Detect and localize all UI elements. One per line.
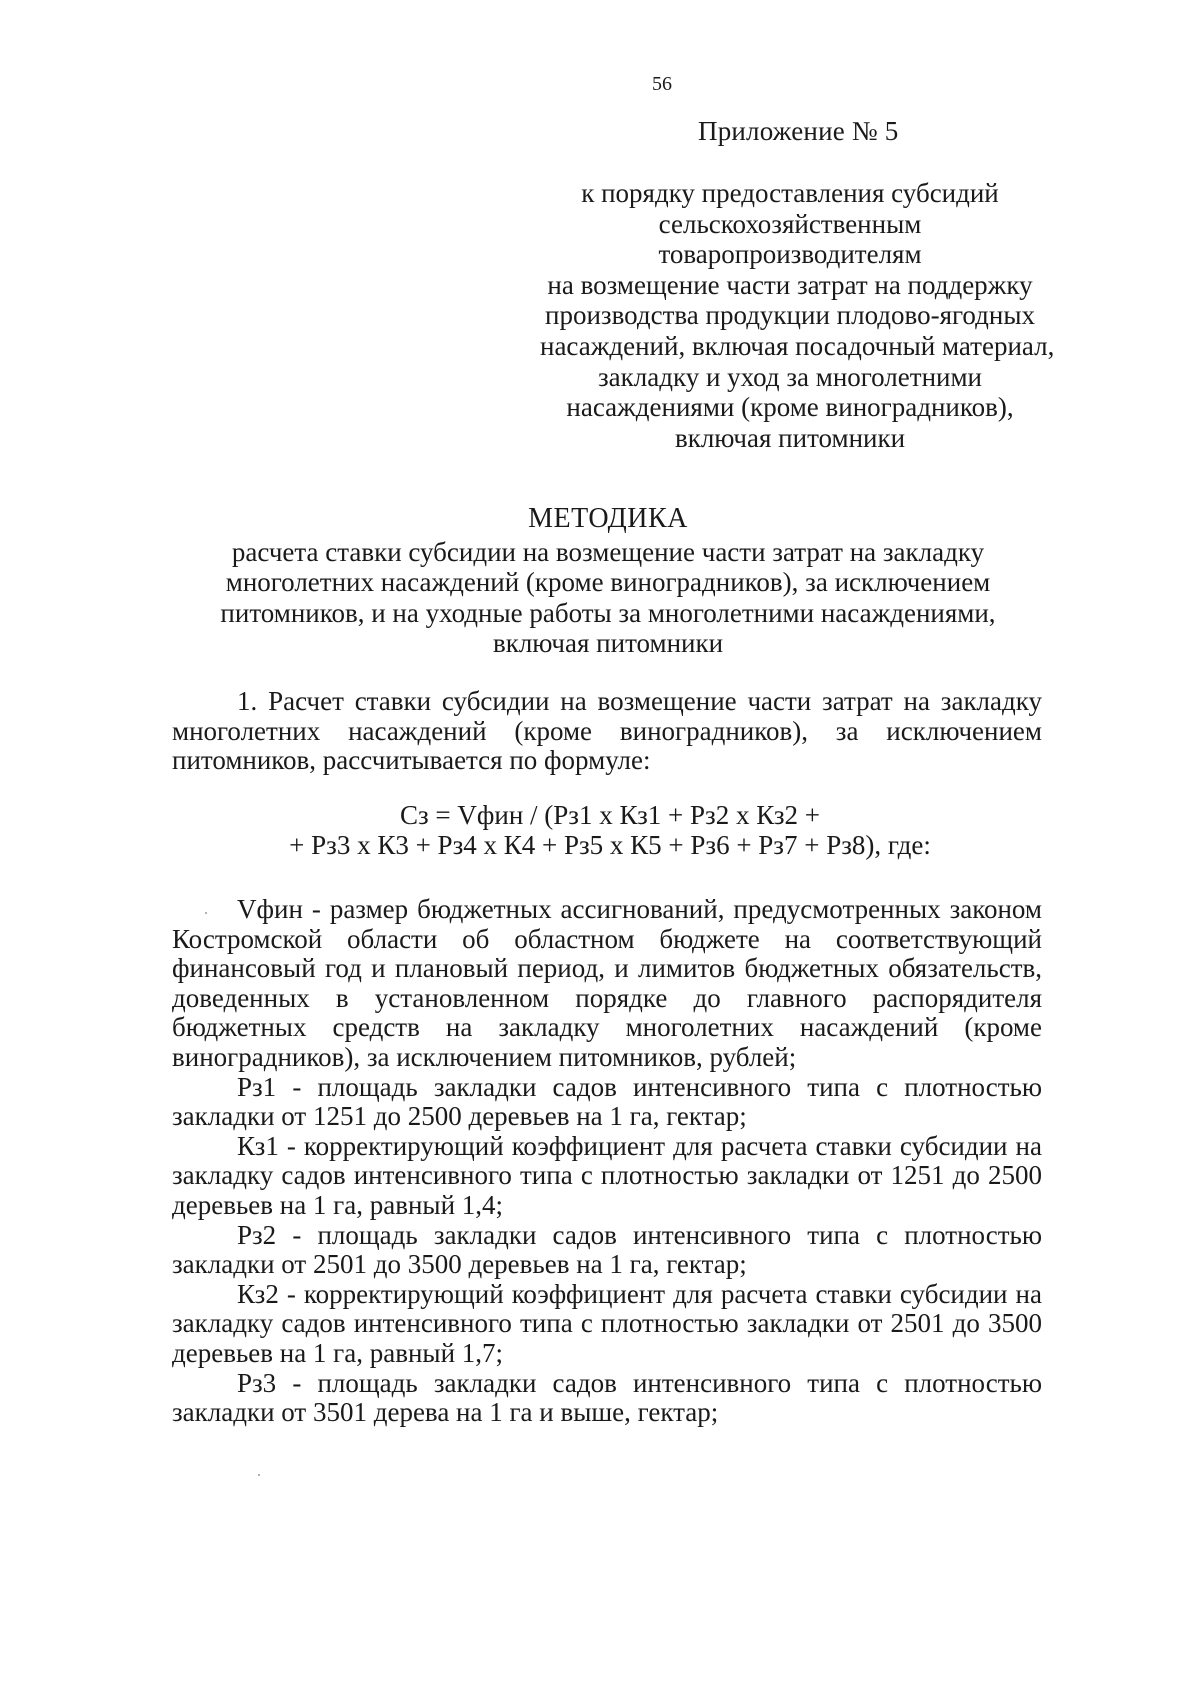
definition-vfin: Vфин - размер бюджетных ассигнований, предусмотренных законом Костромской области об областном бюджете на соответствующий финансовый год и плановый период, и лимитов бюджетных обязательств, доведенных в установленном порядке до главного распорядителя бюджетных средств на закладку многолетних насаждений (кроме виноградников), за исключением питомников, рублей; [172, 894, 1042, 1072]
formula [172, 800, 1048, 860]
definition-rz2: Рз2 - площадь закладки садов интенсивного типа с плотностью закладки от 2501 до 3500 деревьев на 1 га, гектар; [172, 1219, 1042, 1280]
scan-artifact [258, 1474, 260, 1476]
appendix-line: насаждениями (кроме виноградников), [566, 392, 1014, 423]
appendix-line: на возмещение части затрат на поддержку [547, 269, 1033, 300]
definition-rz3: Рз3 - площадь закладки садов интенсивного типа с плотностью закладки от 3501 дерева на 1 га и выше, гектар; [172, 1367, 1042, 1428]
page-number: 56 [652, 73, 672, 95]
subtitle-line: многолетних насаждений (кроме виноградников), за исключением [225, 567, 991, 598]
scan-artifact [205, 912, 207, 914]
subtitle-line: включая питомники [492, 628, 724, 659]
appendix-title: Приложение № 5 [698, 116, 899, 146]
paragraph-1 [172, 687, 1042, 776]
formula-line-2: + Рз3 х К3 + Рз4 х К4 + Рз5 х К5 + Рз6 + Рз7 + Рз8), где: [289, 830, 931, 860]
formula-line-1: Сз = Vфин / (Рз1 х Кз1 + Рз2 х Кз2 + [400, 800, 820, 830]
methodology-heading: МЕТОДИКА [528, 503, 688, 534]
appendix-line: к порядку предоставления субсидий [581, 178, 999, 208]
subtitle-line: питомников, и на уходные работы за многолетними насаждениями, [220, 597, 996, 628]
paragraph-1-text: 1. Расчет ставки субсидии на возмещение части затрат на закладку многолетних насаждений (кроме виноградников), за исключением питомников, рассчитывается по формуле: [172, 686, 1042, 776]
appendix-line: сельскохозяйственным [658, 208, 922, 239]
definition-kz1: Кз1 - корректирующий коэффициент для расчета ставки субсидии на закладку садов интенсивного типа с плотностью закладки от 1251 до 2500 деревьев на 1 га, равный 1,4; [172, 1130, 1042, 1220]
appendix-reference [540, 178, 1055, 453]
definition-rz1: Рз1 - площадь закладки садов интенсивного типа с плотностью закладки от 1251 до 2500 деревьев на 1 га, гектар; [172, 1071, 1042, 1132]
appendix-line: товаропроизводителям [658, 239, 922, 270]
definitions-list [172, 895, 1042, 1428]
subtitle-line: расчета ставки субсидии на возмещение части затрат на закладку [231, 537, 985, 567]
appendix-line: закладку и уход за многолетними [598, 361, 982, 392]
methodology-subtitle [170, 537, 1046, 659]
appendix-line: включая питомники [674, 422, 906, 453]
appendix-line: насаждений, включая посадочный материал, [540, 330, 1055, 361]
definition-kz2: Кз2 - корректирующий коэффициент для расчета ставки субсидии на закладку садов интенсивного типа с плотностью закладки от 2501 до 3500 деревьев на 1 га, равный 1,7; [172, 1278, 1042, 1368]
appendix-line: производства продукции плодово-ягодных [545, 300, 1035, 331]
